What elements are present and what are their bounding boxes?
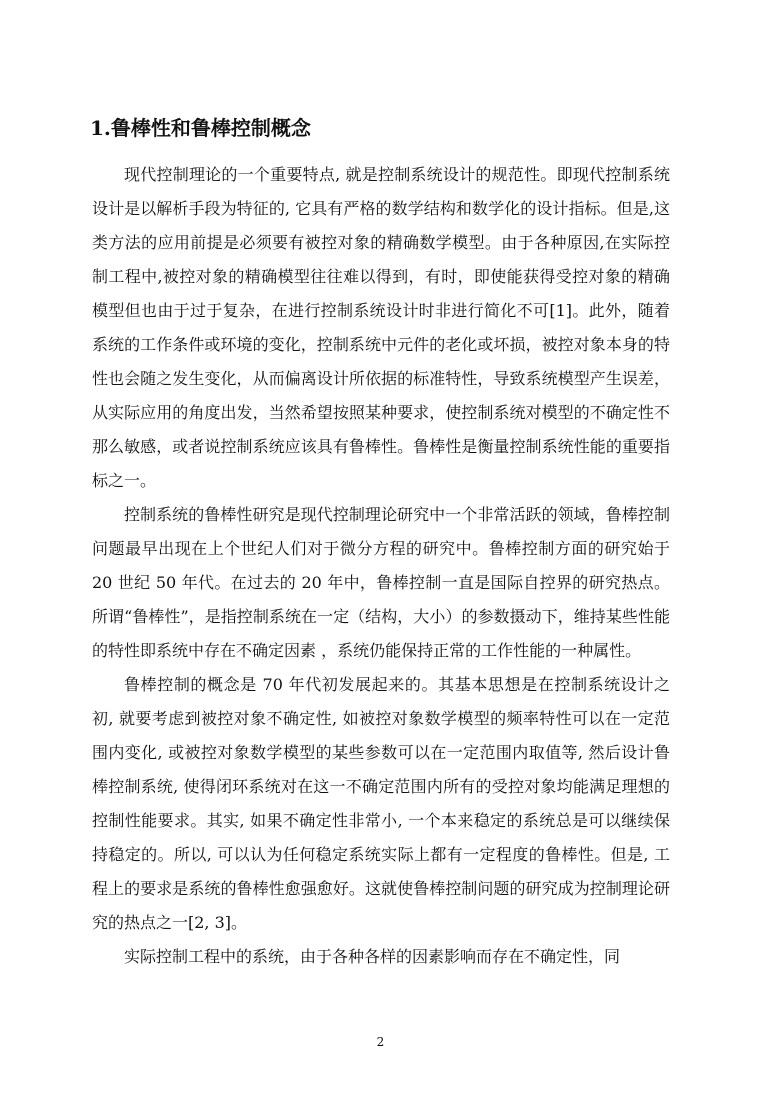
paragraph-2: 控制系统的鲁棒性研究是现代控制理论研究中一个非常活跃的领域，鲁棒控制问题最早出现在上个世纪人们对于微分方程的研究中。鲁棒控制方面的研究始于 20 世纪 50 年代。在过去的 20 年中，鲁棒控制一直是国际自控界的研究热点。所谓“鲁棒性”，是指控制系统在一定（结构，大小）的参数摄动下，维持某些性能的特性即系统中存在不确定因素 ，系统仍能保持正常的工作性能的一种属性。 [92, 505, 670, 660]
paragraph-4: 实际控制工程中的系统，由于各种各样的因素影响而存在不确定性，同 [124, 947, 621, 966]
body-text [92, 158, 670, 974]
paragraph-3: 鲁棒控制的概念是 70 年代初发展起来的。其基本思想是在控制系统设计之初, 就要考虑到被控对象不确定性, 如被控对象数学模型的频率特性可以在一定范围内变化, 或被控对象数学模型的某些参数可以在一定范围内取值等, 然后设计鲁棒控制系统, 使得闭环系统对在这一不确定范围内所有的受控对象均能满足理想的控制性能要求。其实, 如果不确定性非常小, 一个本来稳定的系统总是可以继续保持稳定的。所以, 可以认为任何稳定系统实际上都有一定程度的鲁棒性。但是, 工程上的要求是系统的鲁棒性愈强愈好。这就使鲁棒控制问题的研究成为控制理论研究的热点之一[2, 3]。 [92, 675, 670, 932]
page-number: 2 [376, 1035, 385, 1049]
section-heading: 1.鲁棒性和鲁棒控制概念 [90, 116, 311, 140]
paragraph-1: 现代控制理论的一个重要特点, 就是控制系统设计的规范性。即现代控制系统设计是以解析手段为特征的, 它具有严格的数学结构和数学化的设计指标。但是,这类方法的应用前提是必须要有被控对象的精确数学模型。由于各种原因,在实际控制工程中,被控对象的精确模型往往难以得到，有时，即使能获得受控对象的精确模型但也由于过于复杂，在进行控制系统设计时非进行简化不可[1]。此外，随着系统的工作条件或环境的变化，控制系统中元件的老化或坏损，被控对象本身的特性也会随之发生变化，从而偏离设计所依据的标准特性，导致系统模型产生误差，从实际应用的角度出发，当然希望按照某种要求，使控制系统对模型的不确定性不那么敏感，或者说控制系统应该具有鲁棒性。鲁棒性是衡量控制系统性能的重要指标之一。 [92, 165, 670, 490]
